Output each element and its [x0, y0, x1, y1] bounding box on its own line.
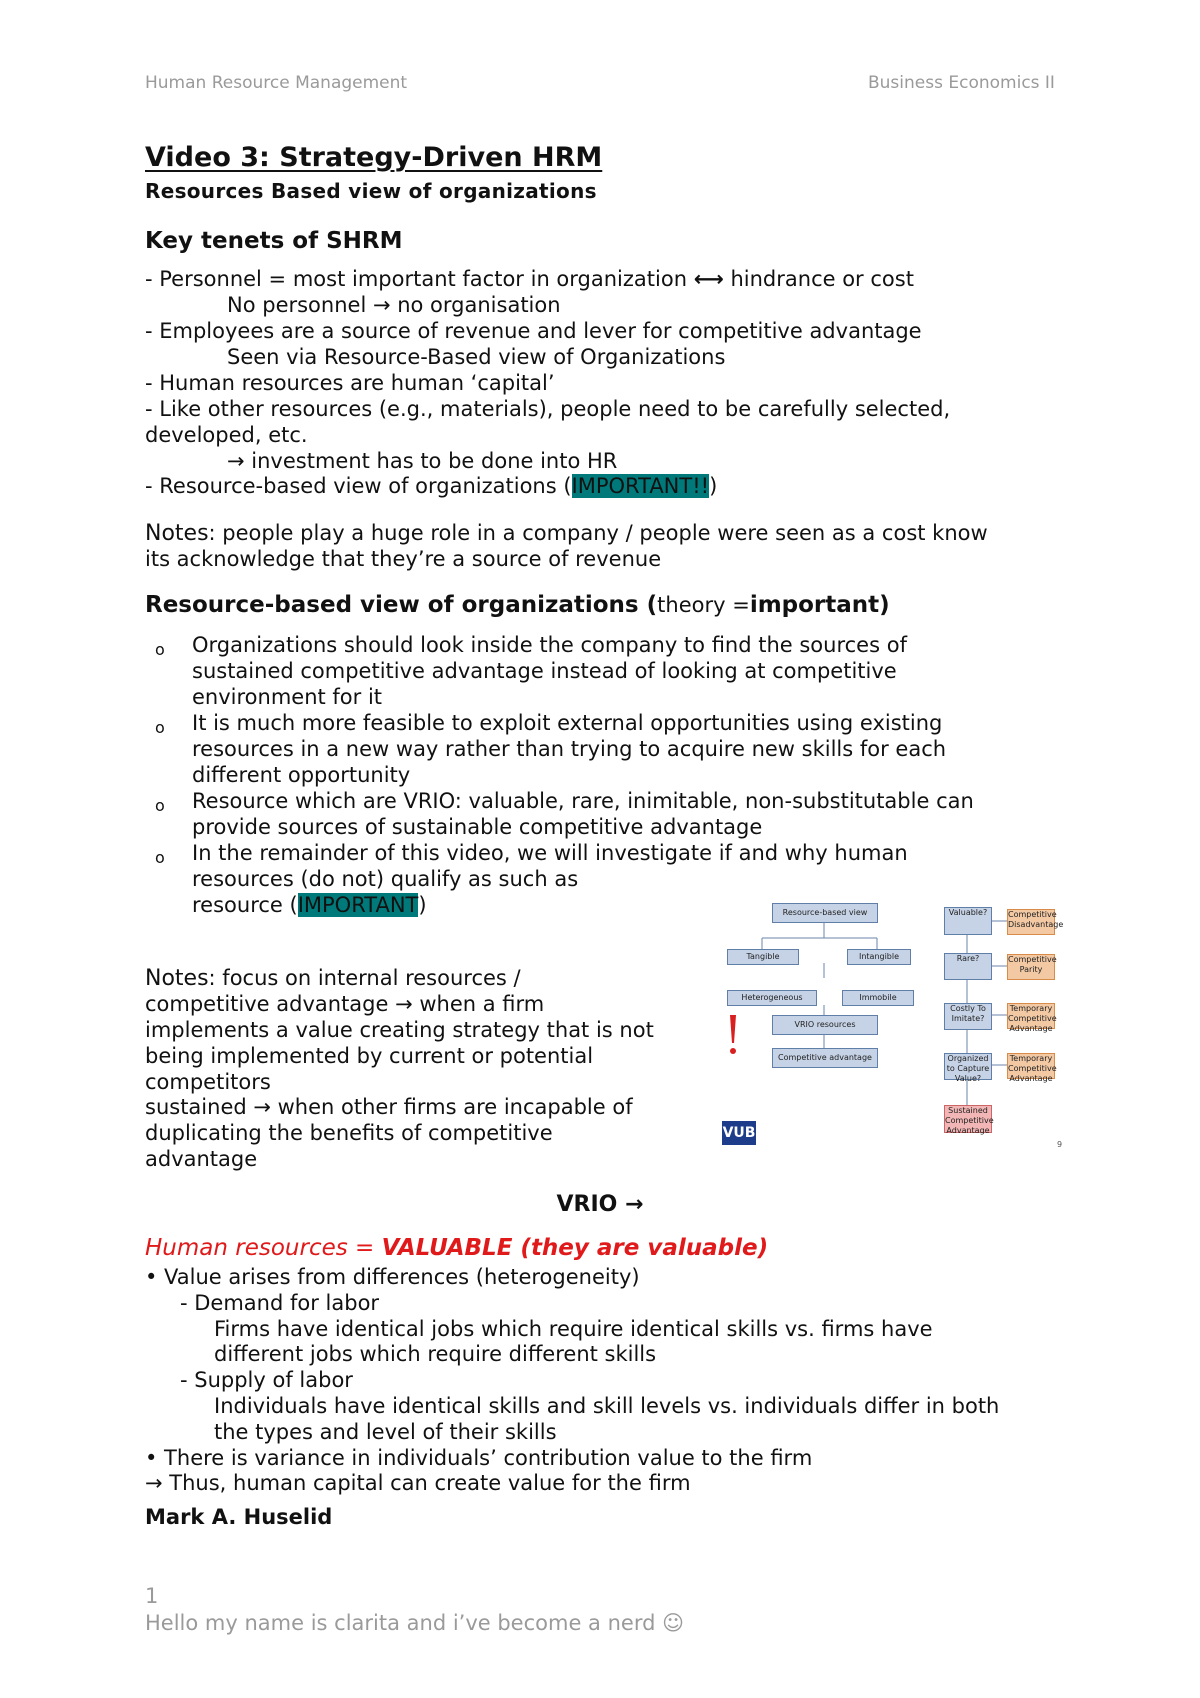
author-name: Mark A. Huselid [145, 1505, 333, 1529]
text: VALUABLE (they are valuable) [381, 1235, 769, 1261]
text: Human resources = [145, 1235, 382, 1261]
rbv-bullet-3-line-1: Resource which are VRIO: valuable, rare, inimitable, non-substitutable can [192, 789, 974, 813]
key-tenets-line-6: - Like other resources (e.g., materials), people need to be carefully selected, [145, 397, 951, 421]
text: : focus on internal resources / [208, 966, 521, 990]
rbv-bullet-1-line-1: Organizations should look inside the company to find the sources of [192, 633, 907, 657]
fig-heterogeneous-box: Heterogeneous [727, 990, 817, 1006]
key-tenets-line-8: → investment has to be done into HR [227, 449, 618, 473]
double-arrow-icon: ⟷ [693, 267, 724, 291]
fig-outcome-2: Competitive Parity [1007, 954, 1055, 980]
fig-comp-adv-box: Competitive advantage [772, 1048, 878, 1068]
text: theory = [657, 593, 750, 617]
rbv-slide-figure [722, 893, 1067, 1161]
key-tenets-line-3: - Employees are a source of revenue and lever for competitive advantage [145, 319, 922, 343]
text: resource ( [192, 893, 298, 917]
key-tenets-line-1 [145, 266, 914, 292]
bullet-marker: o [155, 796, 165, 815]
text: ) [709, 474, 718, 498]
fig-vrio-box: VRIO resources [772, 1015, 878, 1035]
vrio-heading: VRIO → [556, 1192, 644, 1217]
vrio-line-6: Individuals have identical skills and skill levels vs. individuals differ in both [214, 1394, 1000, 1418]
notes-2-line-3: implements a value creating strategy that is not [145, 1018, 654, 1042]
key-tenets-line-2: No personnel → no organisation [227, 293, 561, 317]
bullet-marker: o [155, 848, 165, 867]
fig-immobile-box: Immobile [842, 990, 914, 1006]
vrio-line-9: → Thus, human capital can create value for the firm [145, 1471, 691, 1495]
notes-2-line-1 [145, 965, 521, 992]
text: ) [418, 893, 427, 917]
text: Resource-based view of organizations ( [145, 592, 658, 618]
notes-2-line-4: being implemented by current or potential [145, 1044, 594, 1068]
fig-valuable-box: Valuable? [944, 907, 992, 935]
rbv-bullet-4-line-2: resources (do not) qualify as such as [192, 867, 579, 891]
fig-tangible-box: Tangible [727, 949, 799, 965]
vrio-line-2: - Demand for labor [180, 1291, 380, 1315]
highlight-important: IMPORTANT [297, 893, 419, 917]
key-tenets-line-7: developed, etc. [145, 423, 308, 447]
rbv-bullet-2-line-1: It is much more feasible to exploit external opportunities using existing [192, 711, 943, 735]
vrio-line-3: Firms have identical jobs which require identical skills vs. firms have [214, 1317, 933, 1341]
vrio-line-5: - Supply of labor [180, 1368, 353, 1392]
vrio-line-4: different jobs which require different skills [214, 1342, 657, 1366]
fig-rare-box: Rare? [944, 953, 992, 980]
notes-1-line-2: its acknowledge that they’re a source of revenue [145, 547, 662, 571]
fig-organized-box: Organized to Capture Value? [944, 1053, 992, 1080]
notes-2-line-8: advantage [145, 1147, 258, 1171]
footer-page-number: 1 [145, 1584, 159, 1608]
fig-rbv-box: Resource-based view [772, 903, 878, 923]
key-tenets-line-4: Seen via Resource-Based view of Organizations [227, 345, 726, 369]
notes-1-line-1 [145, 520, 988, 547]
notes-label: Notes [145, 966, 209, 991]
vrio-line-8: • There is variance in individuals’ contribution value to the firm [145, 1446, 813, 1470]
fig-outcome-1: Competitive Disadvantage [1007, 909, 1055, 935]
rbv-bullet-4-line-3 [192, 892, 427, 918]
notes-2-line-2: competitive advantage → when a firm [145, 992, 545, 1016]
text: important) [749, 592, 890, 618]
fig-outcome-3: Temporary Competitive Advantage [1008, 1004, 1057, 1033]
page-title: Video 3: Strategy-Driven HRM [145, 142, 603, 173]
rbv-bullet-1-line-2: sustained competitive advantage instead of looking at competitive [192, 659, 897, 683]
text: - Personnel = most important factor in organization [145, 267, 694, 291]
page-subtitle: Resources Based view of organizations [145, 179, 597, 203]
vrio-line-1: • Value arises from differences (heterogeneity) [145, 1265, 640, 1289]
notes-2-line-6: sustained → when other firms are incapable of [145, 1095, 633, 1119]
fig-sustained-box: Sustained Competitive Advantage [945, 1106, 994, 1135]
footer-text: Hello my name is clarita and i’ve become a nerd ☺ [145, 1611, 684, 1635]
fig-page-number: 9 [1057, 1140, 1063, 1149]
text: hindrance or cost [723, 267, 914, 291]
highlight-important: IMPORTANT!! [571, 474, 710, 498]
fig-costly-box: Costly To Imitate? [944, 1003, 992, 1030]
text: : people play a huge role in a company / people were seen as a cost know [208, 521, 988, 545]
rbv-bullet-4-line-1: In the remainder of this video, we will investigate if and why human [192, 841, 908, 865]
vrio-line-7: the types and level of their skills [214, 1420, 557, 1444]
text: - Resource-based view of organizations ( [145, 474, 572, 498]
notes-2-line-7: duplicating the benefits of competitive [145, 1121, 553, 1145]
rbv-bullet-2-line-2: resources in a new way rather than trying to acquire new skills for each [192, 737, 947, 761]
vrio-valuable-line [145, 1235, 768, 1261]
key-tenets-line-5: - Human resources are human ‘capital’ [145, 371, 555, 395]
header-left: Human Resource Management [145, 73, 408, 93]
key-tenets-heading: Key tenets of SHRM [145, 228, 403, 254]
bullet-marker: o [155, 718, 165, 737]
key-tenets-line-9 [145, 473, 717, 499]
rbv-heading [145, 592, 890, 618]
rbv-bullet-3-line-2: provide sources of sustainable competitive advantage [192, 815, 763, 839]
fig-outcome-4: Temporary Competitive Advantage [1008, 1054, 1057, 1083]
rbv-bullet-1-line-3: environment for it [192, 685, 383, 709]
header-right: Business Economics II [868, 73, 1055, 93]
notes-2-line-5: competitors [145, 1070, 271, 1094]
rbv-bullet-2-line-3: different opportunity [192, 763, 411, 787]
fig-intangible-box: Intangible [847, 949, 911, 965]
vub-logo: VUB [722, 1121, 756, 1145]
notes-label: Notes [145, 521, 209, 546]
bullet-marker: o [155, 640, 165, 659]
